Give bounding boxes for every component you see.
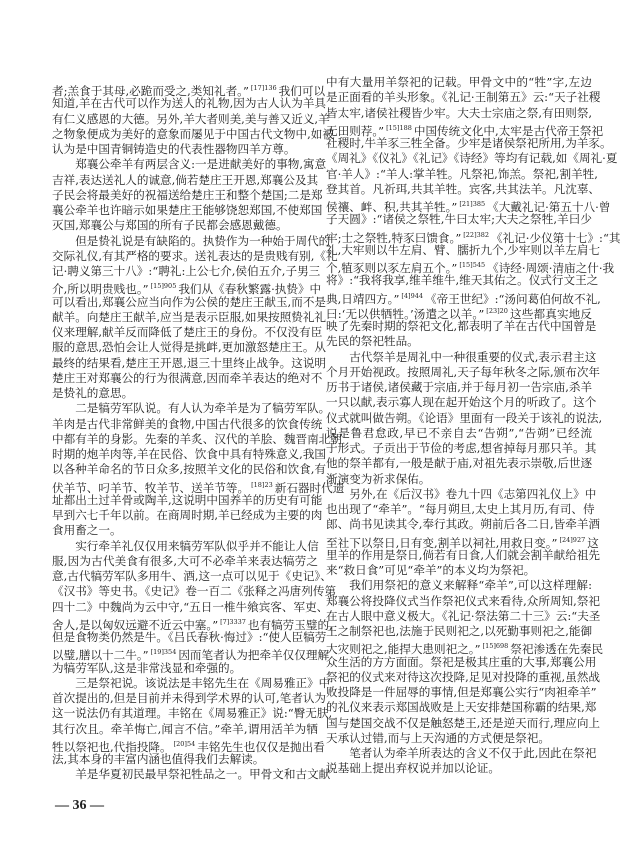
line-text: 知道,羊在古代可以作为送人的礼物,因为古人认为羊具 <box>52 96 327 111</box>
text-line <box>326 654 597 670</box>
line-text: 记·聘义第三十八》:“聘礼:上公七介,侯伯五介,子男三 <box>52 264 321 278</box>
text-line <box>326 456 592 471</box>
line-text: 是贽礼的意思。 <box>52 386 134 400</box>
text-line <box>326 502 595 517</box>
text-line <box>326 395 597 410</box>
line-text: 舍人,是以匈奴远避不近云中塞。” <box>52 617 219 632</box>
line-text: 其行次且。牵羊悔亡,闻言不信。”牵羊,谓用活羊为牺 <box>52 721 318 736</box>
text-line <box>52 615 333 632</box>
line-text: 败投降是一件屈辱的事情,但是郑襄公实行“肉袒牵羊” <box>326 685 597 699</box>
text-line <box>326 319 597 334</box>
line-text: 先民的祭祀牲品。 <box>326 334 419 349</box>
line-text: 早到六七千年以前。在商周时期,羊已经成为主要的肉 <box>52 508 323 522</box>
text-line <box>52 325 323 340</box>
text-line <box>326 90 601 105</box>
text-line <box>326 121 604 138</box>
line-text: 仪来理解,献羊反而降低了楚庄王的身份。不仅没有臣 <box>52 325 323 339</box>
text-line <box>52 401 331 416</box>
text-line <box>326 289 601 306</box>
line-text: 郎、尚书见读其令,奉行其政。朔前后各二日,皆牵羊酒 <box>326 517 601 532</box>
text-line <box>52 478 345 495</box>
line-text: 古代祭羊是周礼中一种很重要的仪式,表示君主这 <box>349 349 597 364</box>
text-line <box>326 106 592 121</box>
line-text: 服的意思,恐怕会让人觉得是挑衅,更加激怒楚庄王。从 <box>52 340 327 355</box>
line-text: 襄公牵羊也许暗示如果楚庄王能够饶恕郑国,不使郑国 <box>52 203 323 217</box>
line-text: 郑襄公将投降仪式当作祭祀仪式来看待,众所周知,祭祀 <box>326 593 601 608</box>
text-line <box>52 492 323 508</box>
line-text: 这一说法仍有其道理。丰铭在《周易雅正》说:“臀无肤, <box>52 706 333 721</box>
line-text: 牲以祭祀也,代指投降。 <box>52 739 172 754</box>
text-line <box>326 151 618 166</box>
text-line <box>52 554 318 569</box>
line-text: 我们从《春秋繁露·执贽》中 <box>178 282 322 297</box>
line-text: 是正面看的羊头形象。《礼记·王制第五》云:“天子社稷 <box>326 90 601 105</box>
text-line <box>326 75 592 90</box>
line-text: 服,因为古代美食有很多,大可不必牵羊来表达犒劳之 <box>52 553 318 568</box>
text-line <box>326 441 597 456</box>
text-line <box>326 380 592 395</box>
line-text: 二是犒劳军队说。有人认为牵羊是为了犒劳军队。 <box>75 401 331 416</box>
text-line <box>52 111 330 127</box>
text-line <box>52 508 323 523</box>
line-text: 最终的结果看,楚庄王开恩,退三十里终止战争。这说明 <box>52 355 327 370</box>
line-text: 交际礼仪,有其严格的要求。送礼表达的是贵贱有别,《礼 <box>52 248 338 263</box>
citation-ref: [24]927 <box>559 535 586 544</box>
line-text: 侯禳、衅、积,共其羊牲。” <box>326 200 458 214</box>
text-line <box>52 447 327 462</box>
line-text: 实行牵羊礼仅仅用来犒劳军队似乎并不能让人信 <box>75 538 319 553</box>
text-line <box>52 187 323 203</box>
line-text: 法,其本身的丰富内涵也值得我们去解读。 <box>52 752 265 766</box>
text-line <box>326 472 592 487</box>
text-column-right <box>326 75 621 777</box>
line-text: 以各种羊命名的节日众多,按照羊文化的民俗和饮食,有 <box>52 462 327 477</box>
line-text: 三是祭祀说。该说法是丰铭先生在《周易雅正》中 <box>75 675 331 690</box>
text-line <box>326 486 597 502</box>
citation-ref: [7]3337 <box>220 617 246 626</box>
line-text: 《大戴礼记·第五十八·曾 <box>487 200 611 214</box>
text-line <box>52 279 322 297</box>
text-line <box>326 242 601 258</box>
text-line <box>52 173 318 188</box>
line-text: 《诗经·周颂·清庙之什·我 <box>487 261 615 275</box>
line-text: 也有犒劳玉璧的, <box>247 617 333 632</box>
line-text: 无田则荐。” <box>326 123 385 138</box>
text-line <box>326 547 601 563</box>
text-line <box>326 624 592 639</box>
text-line <box>52 706 333 721</box>
text-line <box>52 767 331 782</box>
line-text: 吉祥,表达送礼人的诚意,倘若楚庄王开恩,郑襄公及其 <box>52 172 319 187</box>
line-text: 食用畜之一。 <box>52 523 122 538</box>
text-line <box>326 563 592 578</box>
text-line <box>52 539 318 554</box>
text-line <box>52 523 318 538</box>
line-text: 《汉书》等史书。《史记》卷一百二《张释之冯唐列传第 <box>52 584 337 599</box>
line-text: 羊肉是古代非常鲜美的食物,中国古代很多的饮食传统 <box>52 416 323 431</box>
line-text: 个月开始视政。按照周礼,天子每年秋冬之际,颁布次年 <box>326 364 601 379</box>
text-line <box>326 181 601 197</box>
text-line <box>326 761 592 776</box>
line-text: 可以看出,郑襄公应当向作为公侯的楚庄王献玉,而不是 <box>52 294 327 309</box>
text-line <box>52 81 326 98</box>
line-text: 渐演变为祈求保佑。 <box>326 471 431 486</box>
line-text: 认为是中国青铜铸造史的代表性器物四羊方尊。 <box>52 142 296 156</box>
line-text: 于形式。子贡出于节俭的考虑,想省掉每月那只羊。其 <box>326 441 597 455</box>
citation-ref: [21]385 <box>459 200 486 208</box>
text-line <box>326 410 603 426</box>
line-text: 社稷时,牛羊豕三牲全备。少牢是诸侯祭祀所用,为羊豕。 <box>326 136 612 150</box>
line-text: 者;羔食于其母,必跪而受之,类知礼者。” <box>52 84 249 98</box>
line-text: 灭国,郑襄公与郑国的所有子民都会感恩戴德。 <box>52 218 288 233</box>
line-text: 另外,在《后汉书》卷九十四《志第四礼仪上》中 <box>349 486 597 501</box>
text-line <box>52 126 334 142</box>
line-text: 中国传统文化中,太牢是古代帝王祭祀 <box>413 123 604 138</box>
line-text: 有仁义感恩的大德。另外,羊大者则美,美与善又近义,羊 <box>52 111 330 126</box>
text-column-left <box>52 81 345 783</box>
text-line <box>52 294 327 310</box>
line-text: 一只以献,表示寡人现在起开始这个月的听政了。这个 <box>326 395 597 410</box>
line-text: 大灾则祀之,能捍大患则祀之。” <box>326 642 481 657</box>
line-text: 新石器时代遗 <box>274 480 345 495</box>
line-text: 因而笔者认为把牵羊仅仅理解 <box>178 648 330 663</box>
line-text: 在古人眼中意义极大。《礼记·祭法第二十三》云:“夫圣 <box>326 608 601 623</box>
line-text: 为犒劳军队,这是非常浅显和牵强的。 <box>52 660 242 675</box>
line-text: 时期的炮羊肉等,羊在民俗、饮食中具有特殊意义,我国 <box>52 447 327 461</box>
text-line <box>326 166 598 182</box>
text-line <box>326 136 612 151</box>
line-text: 但是贽礼说是有缺陷的。执贽作为一种始于周代的 <box>75 233 331 248</box>
text-line <box>52 157 327 172</box>
text-line <box>326 258 615 275</box>
line-text: 四十二》中魏尚为云中守,“五日一椎牛飨宾客、军吏、 <box>52 599 329 614</box>
line-text: 祭祀的仪式来对待这次投降,足见对投降的重视,虽然战 <box>326 669 601 684</box>
text-line <box>326 669 601 685</box>
line-text: 子民会将最美好的祝福送给楚庄王和整个楚国;二是郑 <box>52 187 323 202</box>
line-text: 这些都真实地反 <box>509 306 592 321</box>
citation-ref: [15]698 <box>482 642 509 651</box>
text-line <box>326 608 601 624</box>
line-text: 里羊的作用是祭日,倘若有日食,人们就会割羊献给祖先 <box>326 547 601 562</box>
line-text: 楚庄王对郑襄公的行为很满意,因而牵羊表达的绝对不 <box>52 370 323 385</box>
citation-ref: [17]136 <box>250 84 277 92</box>
line-text: 我们可以 <box>278 84 326 98</box>
text-line <box>52 645 330 663</box>
text-line <box>326 593 601 609</box>
citation-ref: [22]382 <box>463 230 490 239</box>
text-line <box>52 233 331 249</box>
line-text: 将》:“我将我享,维羊维牛,维天其佑之。仪式行文王之 <box>326 273 599 288</box>
text-line <box>326 273 599 288</box>
line-text: 献羊。向楚庄王献羊,应当是表示臣服,如果按照贽礼礼 <box>52 309 327 324</box>
text-line <box>52 96 327 111</box>
line-text: 天承认过错,而与上天沟通的方式便是祭祀。 <box>326 730 550 745</box>
line-text: 《帝王世纪》:“汤问葛伯何故不礼, <box>425 291 601 306</box>
text-line <box>52 309 327 325</box>
text-line <box>326 426 592 441</box>
citation-ref: [15]905 <box>150 282 177 291</box>
line-text: 介,所以明贵贱也。” <box>52 282 149 297</box>
line-text: 官·羊人》:“羊人:掌羊牲。凡祭祀,饰羔。祭祀,割羊牲, <box>326 166 598 181</box>
line-text: 历书于诸侯,诸侯藏于宗庙,并于每月初一告宗庙,杀羊 <box>326 380 593 394</box>
text-line <box>326 685 597 700</box>
line-text: 子天圆》:“诸侯之祭牲,牛曰太牢;大夫之祭牲,羊曰少 <box>326 212 592 227</box>
text-line <box>52 203 323 218</box>
line-text: 以璧,膳以十二牛。” <box>52 648 149 663</box>
line-text: 个,犆豕则以豕左肩五个。” <box>326 261 458 275</box>
citation-ref: [15]545 <box>459 261 486 269</box>
line-text: 礼,大牢则以牛左肩、臂、臑折九个,少牢则以羊左肩七 <box>326 242 601 257</box>
citation-ref: [15]188 <box>386 123 412 132</box>
text-line <box>326 517 601 532</box>
text-line <box>326 533 599 550</box>
text-line <box>52 370 323 386</box>
text-line <box>52 416 323 432</box>
text-line <box>326 364 601 380</box>
citation-ref: [4]944 <box>401 291 424 300</box>
line-text: 说基础上提出弃权说并加以论证。 <box>326 761 500 776</box>
text-line <box>52 599 329 615</box>
text-line <box>52 630 327 645</box>
text-line <box>52 431 342 447</box>
text-line <box>326 731 592 746</box>
line-text: 众生活的方方面面。祭祀是极其庄重的大事,郑襄公用 <box>326 654 597 669</box>
text-line <box>52 722 318 737</box>
line-text: 笔者认为牵羊所表达的含义不仅于此,因此在祭祀 <box>349 746 597 760</box>
line-text: 之物象便成为美好的意象而屡见于中国古代文物中,如被 <box>52 126 334 141</box>
line-text: 中都有羊的身影。先秦的羊炙、汉代的羊脍、魏晋南北朝 <box>52 431 342 446</box>
line-text: 说是鲁君怠政,早已不亲自去“告朔”,“告朔”已经流 <box>326 425 592 440</box>
line-text: 这 <box>587 535 599 550</box>
text-line <box>326 639 604 657</box>
line-text: 我们用祭祀的意义来解释“牵羊”,可以这样理解: <box>349 578 592 593</box>
text-line <box>326 228 621 245</box>
line-text: 皆太牢,诸侯社稷皆少牢。大夫士宗庙之祭,有田则祭, <box>326 105 593 120</box>
text-line <box>52 752 318 767</box>
line-text: 但是食物类仍然是牛。《吕氏春秋·悔过》:“使人臣犒劳 <box>52 630 327 644</box>
text-line <box>52 462 327 477</box>
text-line <box>52 218 318 233</box>
text-line <box>52 661 318 676</box>
text-line <box>326 349 597 365</box>
text-line <box>52 569 332 584</box>
text-line <box>52 675 331 691</box>
line-text: 也出现了“牵羊”。“每月朔旦,太史上其月历,有司、侍 <box>326 502 595 516</box>
citation-ref: [20]54 <box>173 739 196 748</box>
line-text: 来“救日食”可见“牵羊”的本义均为祭祀。 <box>326 563 536 577</box>
line-text: 牢;士之祭牲,特豕曰馈食。” <box>326 230 462 245</box>
text-line <box>326 212 592 227</box>
line-text: 的礼仪来表示郑国战败是上天安排楚国称霸的结果,郑 <box>326 700 597 715</box>
line-text: 曰:‘无以供牺牲。’汤遣之以羊。” <box>326 306 485 321</box>
text-line <box>52 142 318 157</box>
line-text: 郑襄公牵羊有两层含义:一是进献美好的事物,寓意 <box>75 157 327 172</box>
line-text: 王之制祭祀也,法施于民则祀之,以死勤事则祀之,能御 <box>326 624 593 638</box>
text-line <box>326 578 592 593</box>
page-number: — 36 — <box>55 798 104 813</box>
text-line <box>326 304 592 319</box>
line-text: 国与楚国交战不仅是触怒楚王,还是逆天而行,理应向上 <box>326 715 601 730</box>
line-text: 《礼记·少仪第十七》:“其 <box>491 230 621 245</box>
line-text: 丰铭先生也仅仅是抛出看 <box>197 739 325 754</box>
line-text: 意,古代犒劳军队多用牛、酒,这一点可以见于《史记》、 <box>52 569 332 583</box>
line-text: 仪式就叫做告朔。《论语》里面有一段关于该礼的说法, <box>326 410 603 425</box>
citation-ref: [23]20 <box>486 306 508 315</box>
text-line <box>52 737 325 754</box>
text-line <box>52 386 318 401</box>
text-line <box>52 248 338 264</box>
text-line <box>326 715 601 731</box>
line-text: 首次提出的,但是目前并未得到学术界的认可,笔者认为 <box>52 691 327 705</box>
citation-ref: [18]23 <box>251 480 273 489</box>
text-line <box>326 334 592 349</box>
line-text: 羊是华夏初民最早祭祀牲品之一。甲骨文和古文献 <box>75 767 331 782</box>
text-line <box>326 197 611 214</box>
text-line <box>52 264 321 279</box>
line-text: 中有大量用羊祭祀的记载。甲骨文中的“牲”字,左边 <box>326 75 592 89</box>
text-line <box>52 355 327 371</box>
line-text: 登其首。凡祈珥,共其羊牲。宾客,共其法羊。凡沈辜、 <box>326 181 601 196</box>
line-text: 《周礼》《仪礼》《礼记》《诗经》等均有记载,如《周礼·夏 <box>326 151 618 166</box>
text-line <box>52 584 337 599</box>
text-line <box>326 746 597 761</box>
line-text: 祭祀渗透在先秦民 <box>510 642 604 657</box>
line-text: 映了先秦时期的祭祀文化,都表明了羊在古代中国曾是 <box>326 319 597 333</box>
citation-ref: [19]354 <box>150 648 177 657</box>
text-line <box>52 340 327 355</box>
line-text: 他的祭羊都有,一般是献于庙,对祖先表示崇敬,后世逐 <box>326 456 593 471</box>
text-line <box>52 691 327 706</box>
line-text: 址都出土过羊骨或陶羊,这说明中国养羊的历史有可能 <box>52 492 323 507</box>
line-text: 伏羊节、叼羊节、牧羊节、送羊节等。 <box>52 480 250 495</box>
line-text: 至社下以祭日,日有变,割羊以祠社,用救日变。” <box>326 535 558 550</box>
text-line <box>326 700 597 715</box>
line-text: 典,日靖四方。” <box>326 291 400 306</box>
